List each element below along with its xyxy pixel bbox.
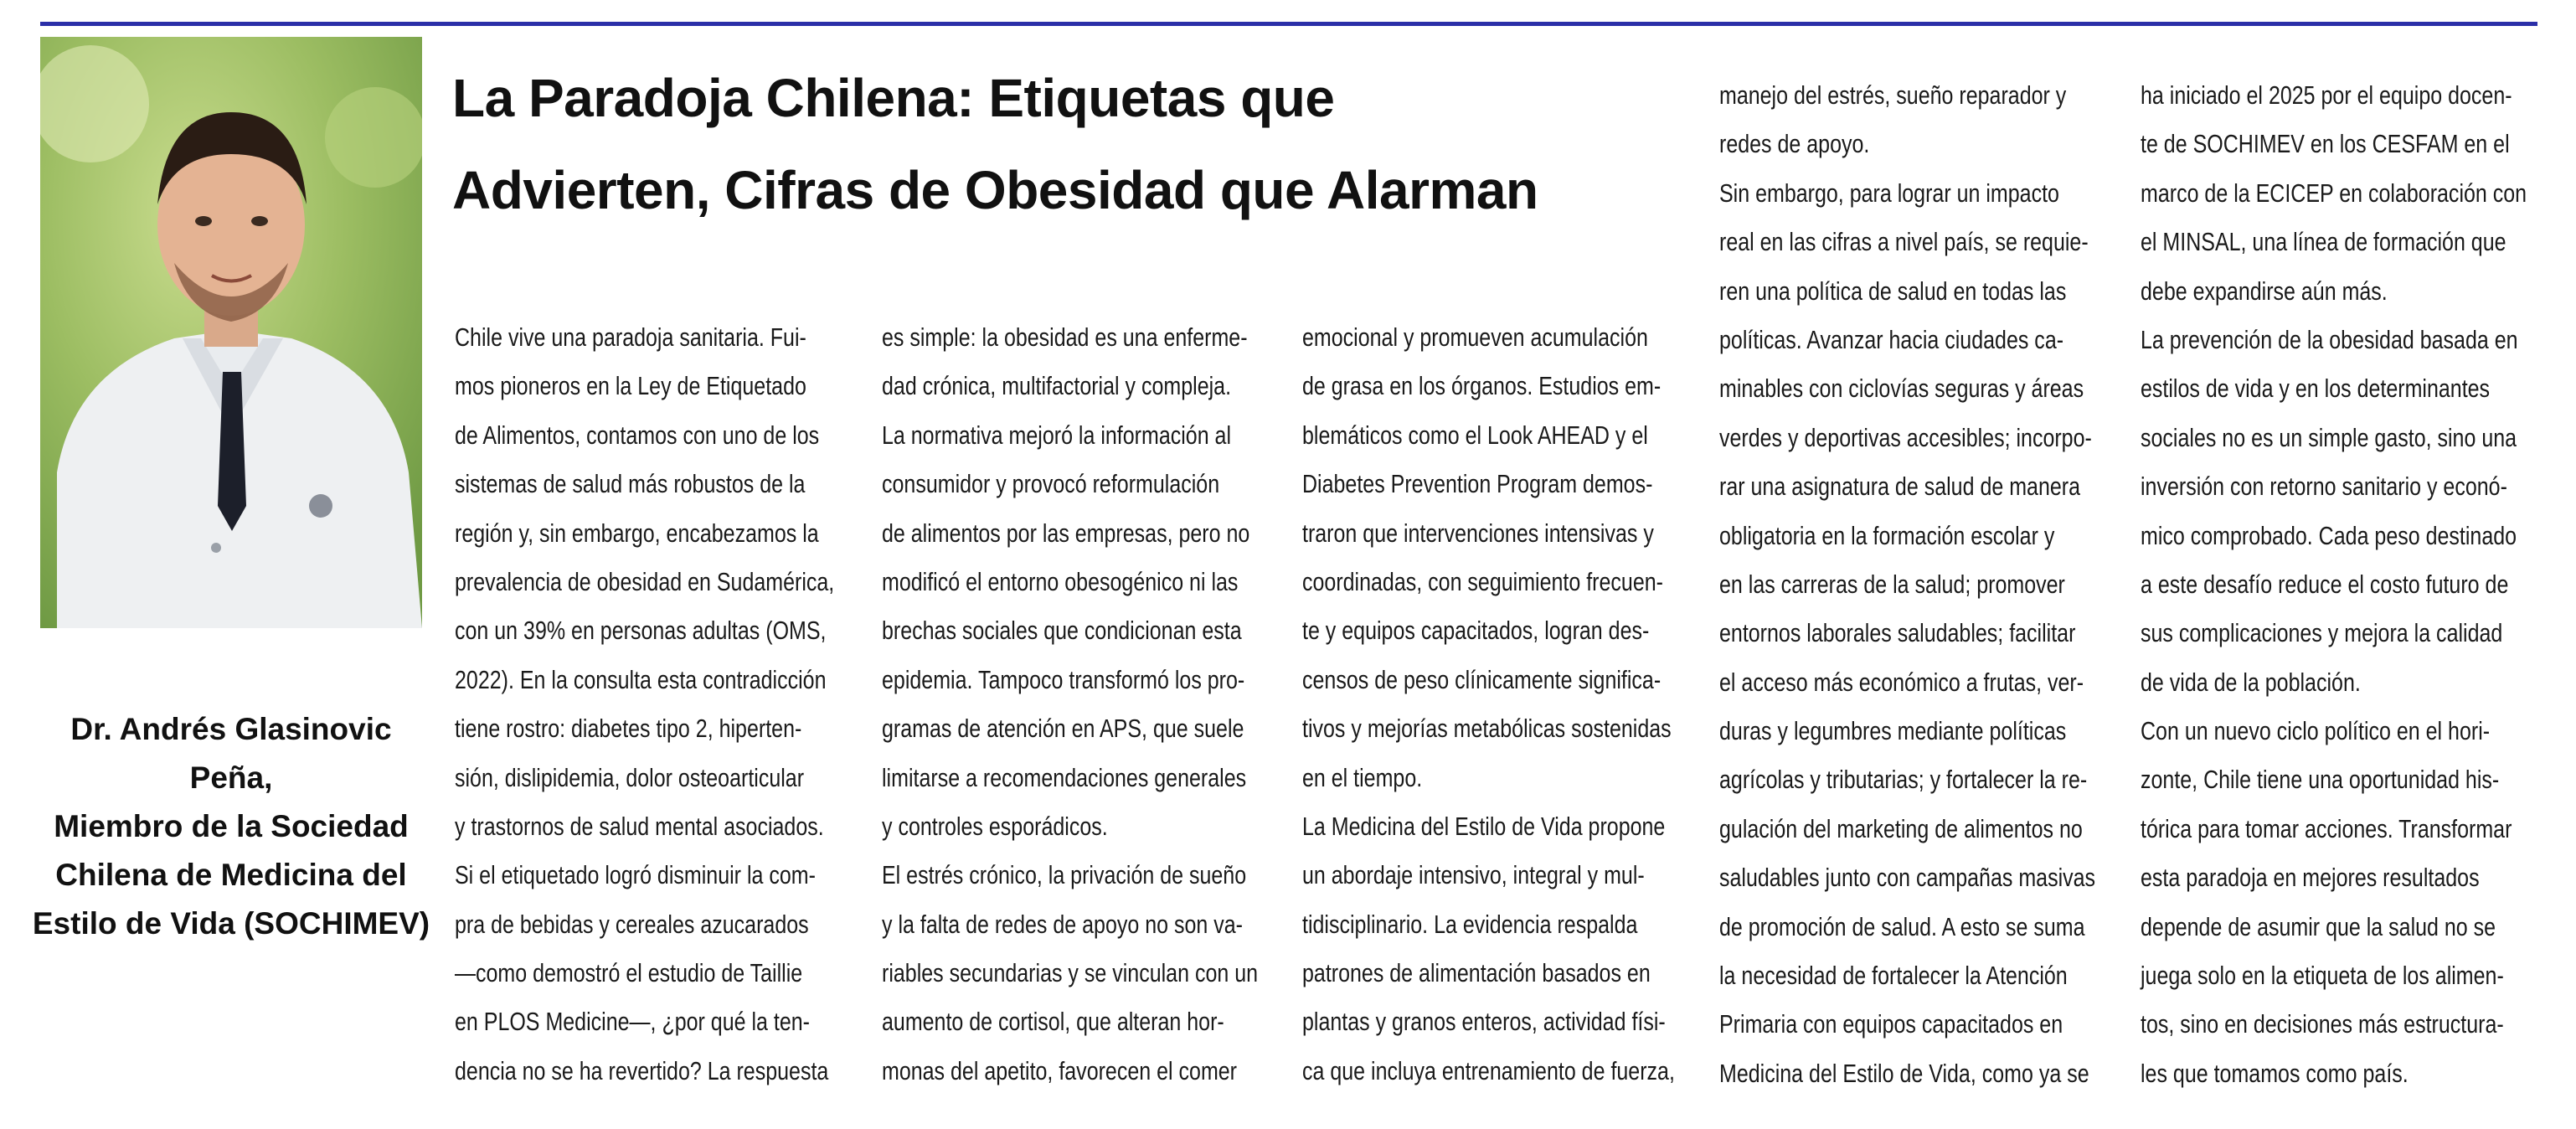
article-headline xyxy=(452,52,1692,236)
column-text-line: tiene rostro: diabetes tipo 2, hiperten- xyxy=(455,714,802,744)
column-text-line: Diabetes Prevention Program demos- xyxy=(1302,470,1653,499)
column-text-line: de promoción de salud. A esto se suma xyxy=(1719,912,2085,941)
column-text-line: censos de peso clínicamente significa- xyxy=(1302,665,1662,694)
column-text-line: dencia no se ha revertido? La respuesta xyxy=(455,1056,829,1085)
column-text-line: en PLOS Medicine—, ¿por qué la ten- xyxy=(455,1008,811,1037)
column-text-line: emocional y promueven acumulación xyxy=(1302,323,1648,352)
column-text-line: pra de bebidas y cereales azucarados xyxy=(455,910,809,939)
headline-line: Advierten, Cifras de Obesidad que Alarman xyxy=(452,160,1538,220)
column-text-line: prevalencia de obesidad en Sudamérica, xyxy=(455,567,835,596)
column-text-line: de vida de la población. xyxy=(2141,668,2361,697)
column-text-line: 2022). En la consulta esta contradicción xyxy=(455,665,827,694)
column-text-line: brechas sociales que condicionan esta xyxy=(882,616,1242,646)
column-text-line: tidisciplinario. La evidencia respalda xyxy=(1302,910,1638,939)
column-text-line: Chile vive una paradoja sanitaria. Fui- xyxy=(455,323,806,352)
column-text-line: inversión con retorno sanitario y econó- xyxy=(2141,472,2507,502)
column-text-line: la necesidad de fortalecer la Atención xyxy=(1719,961,2068,991)
column-text-line: coordinadas, con seguimiento frecuen- xyxy=(1302,567,1663,596)
column-text-line: de alimentos por las empresas, pero no xyxy=(882,518,1250,548)
text-column-5 xyxy=(2141,71,2527,1098)
column-text-line: zonte, Chile tiene una oportunidad his- xyxy=(2141,766,2500,795)
column-text-line: plantas y granos enteros, actividad físi- xyxy=(1302,1008,1666,1037)
column-text-line: traron que intervenciones intensivas y xyxy=(1302,518,1654,548)
column-text-line: políticas. Avanzar hacia ciudades ca- xyxy=(1719,325,2064,354)
column-text-line: sociales no es un simple gasto, sino una xyxy=(2141,423,2517,452)
column-text-line: entornos laborales saludables; facilitar xyxy=(1719,619,2076,648)
text-column-4 xyxy=(1719,71,2095,1098)
column-text-line: de grasa en los órganos. Estudios em- xyxy=(1302,372,1662,401)
column-text-line: agrícolas y tributarias; y fortalecer la re- xyxy=(1719,766,2088,795)
column-text-line: mos pioneros en la Ley de Etiquetado xyxy=(455,372,806,401)
column-text-line: consumidor y provocó reformulación xyxy=(882,470,1220,499)
column-text-line: les que tomamos como país. xyxy=(2141,1059,2409,1088)
column-text-line: y controles esporádicos. xyxy=(882,812,1108,841)
column-text-line: tórica para tomar acciones. Transformar xyxy=(2141,814,2512,843)
author-photo xyxy=(40,37,422,628)
column-text-line: ren una política de salud en todas las xyxy=(1719,276,2067,306)
column-text-line: depende de asumir que la salud no se xyxy=(2141,912,2496,941)
column-text-line: redes de apoyo. xyxy=(1719,130,1870,159)
column-text-line: patrones de alimentación basados en xyxy=(1302,959,1651,988)
column-text-line: sión, dislipidemia, dolor osteoarticular xyxy=(455,763,805,792)
column-text-line: a este desafío reduce el costo futuro de xyxy=(2141,570,2509,599)
caption-line: Miembro de la Sociedad xyxy=(54,809,409,843)
column-text-line: Medicina del Estilo de Vida, como ya se xyxy=(1719,1059,2089,1088)
column-text-line: con un 39% en personas adultas (OMS, xyxy=(455,616,827,646)
column-text-line: es simple: la obesidad es una enferme- xyxy=(882,323,1248,352)
top-rule xyxy=(40,22,2537,26)
column-text-line: —como demostró el estudio de Taillie xyxy=(455,959,803,988)
column-text-line: La Medicina del Estilo de Vida propone xyxy=(1302,812,1666,841)
column-text-line: real en las cifras a nivel país, se requie- xyxy=(1719,228,2089,257)
column-text-line: estilos de vida y en los determinantes xyxy=(2141,374,2491,404)
column-text-line: minables con ciclovías seguras y áreas xyxy=(1719,374,2084,404)
column-text-line: La normativa mejoró la información al xyxy=(882,420,1232,450)
column-text-line: te y equipos capacitados, logran des- xyxy=(1302,616,1650,646)
column-text-line: Con un nuevo ciclo político en el hori- xyxy=(2141,717,2491,746)
column-text-line: y trastornos de salud mental asociados. xyxy=(455,812,824,841)
column-text-line: y la falta de redes de apoyo no son va- xyxy=(882,910,1244,939)
text-column-2 xyxy=(882,313,1258,1095)
column-text-line: región y, sin embargo, encabezamos la xyxy=(455,518,819,548)
column-text-line: sus complicaciones y mejora la calidad xyxy=(2141,619,2503,648)
author-caption xyxy=(28,705,434,948)
column-text-line: te de SOCHIMEV en los CESFAM en el xyxy=(2141,130,2510,159)
caption-line: Dr. Andrés Glasinovic Peña, xyxy=(70,712,392,795)
column-text-line: El estrés crónico, la privación de sueño xyxy=(882,861,1247,890)
column-text-line: sistemas de salud más robustos de la xyxy=(455,470,806,499)
column-text-line: Si el etiquetado logró disminuir la com- xyxy=(455,861,816,890)
column-text-line: dad crónica, multifactorial y compleja. xyxy=(882,372,1232,401)
column-text-line: el MINSAL, una línea de formación que xyxy=(2141,228,2506,257)
column-text-line: aumento de cortisol, que alteran hor- xyxy=(882,1008,1224,1037)
column-text-line: tos, sino en decisiones más estructura- xyxy=(2141,1010,2504,1039)
column-text-line: rar una asignatura de salud de manera xyxy=(1719,472,2081,502)
column-text-line: en las carreras de la salud; promover xyxy=(1719,570,2065,599)
column-text-line: marco de la ECICEP en colaboración con xyxy=(2141,178,2527,208)
column-text-line: esta paradoja en mejores resultados xyxy=(2141,864,2480,893)
column-text-line: gramas de atención en APS, que suele xyxy=(882,714,1244,744)
text-column-3 xyxy=(1302,313,1675,1095)
caption-line: Chilena de Medicina del xyxy=(55,858,407,892)
column-text-line: en el tiempo. xyxy=(1302,763,1423,792)
column-text-line: tivos y mejorías metabólicas sostenidas xyxy=(1302,714,1672,744)
column-text-line: riables secundarias y se vinculan con un xyxy=(882,959,1259,988)
column-text-line: modificó el entorno obesogénico ni las xyxy=(882,567,1239,596)
column-text-line: monas del apetito, favorecen el comer xyxy=(882,1056,1238,1085)
column-text-line: un abordaje intensivo, integral y mul- xyxy=(1302,861,1645,890)
column-text-line: el acceso más económico a frutas, ver- xyxy=(1719,668,2084,697)
column-text-line: duras y legumbres mediante políticas xyxy=(1719,717,2067,746)
column-text-line: epidemia. Tampoco transformó los pro- xyxy=(882,665,1245,694)
column-text-line: limitarse a recomendaciones generales xyxy=(882,763,1247,792)
column-text-line: manejo del estrés, sueño reparador y xyxy=(1719,81,2067,110)
column-text-line: mico comprobado. Cada peso destinado xyxy=(2141,521,2517,550)
column-text-line: ca que incluya entrenamiento de fuerza, xyxy=(1302,1056,1675,1085)
caption-line: Estilo de Vida (SOCHIMEV) xyxy=(32,906,430,941)
column-text-line: ha iniciado el 2025 por el equipo docen- xyxy=(2141,81,2512,110)
text-column-1 xyxy=(455,313,834,1095)
column-text-line: Primaria con equipos capacitados en xyxy=(1719,1010,2063,1039)
column-text-line: Sin embargo, para lograr un impacto xyxy=(1719,178,2059,208)
column-text-line: saludables junto con campañas masivas xyxy=(1719,864,2096,893)
column-text-line: verdes y deportivas accesibles; incorpo- xyxy=(1719,423,2092,452)
column-text-line: juega solo en la etiqueta de los alimen- xyxy=(2141,961,2504,991)
headline-line: La Paradoja Chilena: Etiquetas que xyxy=(452,68,1335,128)
column-text-line: debe expandirse aún más. xyxy=(2141,276,2388,306)
column-text-line: gulación del marketing de alimentos no xyxy=(1719,814,2083,843)
column-text-line: blemáticos como el Look AHEAD y el xyxy=(1302,420,1648,450)
column-text-line: de Alimentos, contamos con uno de los xyxy=(455,420,820,450)
column-text-line: La prevención de la obesidad basada en xyxy=(2141,325,2518,354)
column-text-line: obligatoria en la formación escolar y xyxy=(1719,521,2055,550)
